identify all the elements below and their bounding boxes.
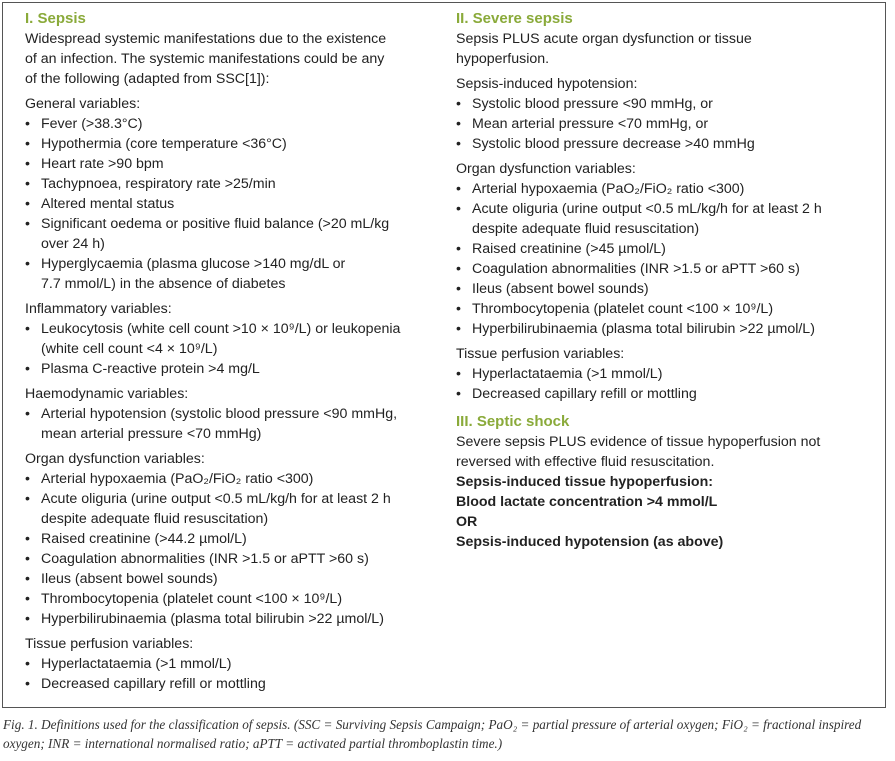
variable-group [25, 384, 420, 444]
list-item [25, 404, 420, 444]
item-line: despite adequate fluid resuscitation) [472, 221, 700, 237]
list-item [456, 114, 876, 134]
list-item [25, 469, 420, 489]
list-item [25, 589, 420, 609]
list-item [456, 239, 876, 259]
list-item [25, 319, 420, 359]
item-line: Raised creatinine (>44.2 µmol/L) [41, 531, 247, 547]
item-line: mean arterial pressure <70 mmHg) [41, 426, 262, 442]
bullet-icon: • [25, 176, 30, 192]
item-line: Hyperglycaemia (plasma glucose >140 mg/dL or [41, 256, 346, 272]
bullet-icon: • [456, 281, 461, 297]
bullet-icon: • [25, 256, 30, 272]
item-line: Coagulation abnormalities (INR >1.5 or aPTT >60 s) [41, 551, 369, 567]
list-item [456, 319, 876, 339]
list-item [456, 364, 876, 384]
item-line: Hyperbilirubinaemia (plasma total bilirubin >22 µmol/L) [41, 611, 384, 627]
bullet-icon: • [25, 676, 30, 692]
group-title: Haemodynamic variables: [25, 386, 189, 402]
item-line: Heart rate >90 bpm [41, 156, 164, 172]
item-line: Ileus (absent bowel sounds) [472, 281, 649, 297]
bullet-icon: • [25, 196, 30, 212]
sepsis-description [25, 29, 420, 89]
bullet-icon: • [456, 201, 461, 217]
bullet-icon: • [25, 531, 30, 547]
criteria-line: Blood lactate concentration >4 mmol/L [456, 494, 718, 510]
sepsis-title: I. Sepsis [25, 10, 86, 27]
sepsis-variable-groups [25, 94, 420, 694]
list-item [456, 179, 876, 199]
bullet-icon: • [25, 156, 30, 172]
list-item [25, 174, 420, 194]
bullet-icon: • [25, 471, 30, 487]
item-line: Leukocytosis (white cell count >10 × 10⁹/L) or leukopenia [41, 321, 401, 337]
bullet-icon: • [25, 116, 30, 132]
septic-shock-criteria [456, 472, 876, 552]
group-title: Tissue perfusion variables: [456, 346, 625, 362]
item-line: Tachypnoea, respiratory rate >25/min [41, 176, 276, 192]
list-item [25, 549, 420, 569]
description-line: Severe sepsis PLUS evidence of tissue hypoperfusion not [456, 434, 821, 450]
description-line: Widespread systemic manifestations due to the existence [25, 31, 387, 47]
item-line: Mean arterial pressure <70 mmHg, or [472, 116, 709, 132]
variable-group [25, 634, 420, 694]
list-item [25, 214, 420, 254]
severe-sepsis-column [456, 9, 876, 552]
variable-group [456, 159, 876, 339]
group-title: Inflammatory variables: [25, 301, 172, 317]
bullet-icon: • [25, 656, 30, 672]
variable-group [25, 94, 420, 294]
list-item [456, 134, 876, 154]
bullet-icon: • [456, 366, 461, 382]
group-title: Tissue perfusion variables: [25, 636, 194, 652]
item-line: Systolic blood pressure decrease >40 mmHg [472, 136, 755, 152]
variable-group [25, 449, 420, 629]
group-title: Organ dysfunction variables: [456, 161, 636, 177]
item-line: Altered mental status [41, 196, 175, 212]
item-line: Hypothermia (core temperature <36°C) [41, 136, 287, 152]
criteria-line: Sepsis-induced hypotension (as above) [456, 534, 724, 550]
list-item [25, 359, 420, 379]
definitions-box [2, 2, 886, 708]
item-line: Decreased capillary refill or mottling [41, 676, 266, 692]
list-item [456, 384, 876, 404]
description-line: hypoperfusion. [456, 51, 550, 67]
list-item [25, 609, 420, 629]
description-line: of the following (adapted from SSC[1]): [25, 71, 270, 87]
bullet-icon: • [25, 491, 30, 507]
item-line: 7.7 mmol/L) in the absence of diabetes [41, 276, 286, 292]
bullet-icon: • [25, 551, 30, 567]
caption-line: oxygen; INR = international normalised ratio; aPTT = activated partial thromboplastin time.) [3, 736, 503, 751]
item-line: despite adequate fluid resuscitation) [41, 511, 269, 527]
item-line: Plasma C-reactive protein >4 mg/L [41, 361, 260, 377]
bullet-icon: • [456, 96, 461, 112]
group-title: Sepsis-induced hypotension: [456, 76, 638, 92]
list-item [25, 654, 420, 674]
bullet-icon: • [25, 406, 30, 422]
list-item [25, 674, 420, 694]
item-line: Systolic blood pressure <90 mmHg, or [472, 96, 713, 112]
description-line: of an infection. The systemic manifestations could be any [25, 51, 385, 67]
list-item [25, 194, 420, 214]
item-line: (white cell count <4 × 10⁹/L) [41, 341, 218, 357]
septic-shock-description [456, 432, 876, 472]
item-line: Thrombocytopenia (platelet count <100 × 10⁹/L) [41, 591, 343, 607]
bullet-icon: • [456, 241, 461, 257]
bullet-icon: • [25, 591, 30, 607]
variable-group [25, 299, 420, 379]
bullet-icon: • [25, 571, 30, 587]
description-line: reversed with effective fluid resuscitation. [456, 454, 715, 470]
item-line: Significant oedema or positive fluid balance (>20 mL/kg [41, 216, 390, 232]
item-line: Acute oliguria (urine output <0.5 mL/kg/h for at least 2 h [41, 491, 391, 507]
bullet-icon: • [456, 116, 461, 132]
item-line: Arterial hypoxaemia (PaO₂/FiO₂ ratio <300) [472, 181, 745, 197]
severe-sepsis-variable-groups [456, 74, 876, 404]
bullet-icon: • [456, 181, 461, 197]
item-line: Coagulation abnormalities (INR >1.5 or aPTT >60 s) [472, 261, 800, 277]
item-line: Hyperbilirubinaemia (plasma total bilirubin >22 µmol/L) [472, 321, 815, 337]
item-line: Thrombocytopenia (platelet count <100 × 10⁹/L) [472, 301, 774, 317]
bullet-icon: • [456, 301, 461, 317]
severe-sepsis-description [456, 29, 876, 69]
criteria-line: Sepsis-induced tissue hypoperfusion: [456, 474, 713, 490]
list-item [25, 569, 420, 589]
bullet-icon: • [456, 321, 461, 337]
item-line: Decreased capillary refill or mottling [472, 386, 697, 402]
severe-sepsis-title: II. Severe sepsis [456, 10, 573, 27]
bullet-icon: • [25, 136, 30, 152]
septic-shock-title: III. Septic shock [456, 413, 570, 430]
description-line: Sepsis PLUS acute organ dysfunction or tissue [456, 31, 752, 47]
list-item [25, 529, 420, 549]
list-item [456, 299, 876, 319]
bullet-icon: • [25, 361, 30, 377]
bullet-icon: • [25, 216, 30, 232]
variable-group [456, 344, 876, 404]
sepsis-column [25, 9, 420, 694]
list-item [25, 154, 420, 174]
list-item [456, 94, 876, 114]
group-title: General variables: [25, 96, 141, 112]
group-title: Organ dysfunction variables: [25, 451, 205, 467]
item-line: Hyperlactataemia (>1 mmol/L) [41, 656, 232, 672]
bullet-icon: • [25, 321, 30, 337]
bullet-icon: • [456, 261, 461, 277]
list-item [25, 254, 420, 294]
list-item [25, 134, 420, 154]
bullet-icon: • [25, 611, 30, 627]
variable-group [456, 74, 876, 154]
item-line: Raised creatinine (>45 µmol/L) [472, 241, 666, 257]
item-line: Hyperlactataemia (>1 mmol/L) [472, 366, 663, 382]
list-item [456, 279, 876, 299]
bullet-icon: • [456, 136, 461, 152]
bullet-icon: • [456, 386, 461, 402]
caption-line: Fig. 1. Definitions used for the classification of sepsis. (SSC = Surviving Sepsis Campaign; PaO₂ = partial pressure of arterial oxygen; FiO₂ = fractional inspired [3, 717, 862, 732]
list-item [456, 259, 876, 279]
list-item [456, 199, 876, 239]
item-line: Acute oliguria (urine output <0.5 mL/kg/h for at least 2 h [472, 201, 822, 217]
list-item [25, 489, 420, 529]
list-item [25, 114, 420, 134]
figure-caption [3, 715, 888, 753]
item-line: Arterial hypotension (systolic blood pressure <90 mmHg, [41, 406, 398, 422]
item-line: over 24 h) [41, 236, 105, 252]
item-line: Ileus (absent bowel sounds) [41, 571, 218, 587]
item-line: Arterial hypoxaemia (PaO₂/FiO₂ ratio <300) [41, 471, 314, 487]
criteria-line: OR [456, 514, 478, 530]
item-line: Fever (>38.3°C) [41, 116, 143, 132]
